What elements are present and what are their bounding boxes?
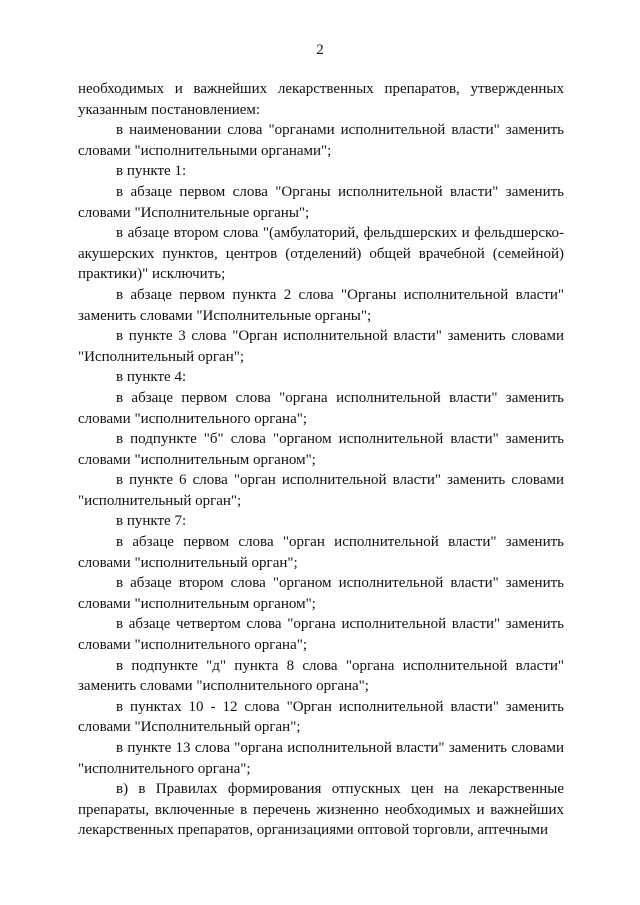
paragraph: необходимых и важнейших лекарственных препаратов, утвержденных указанным постановлением: — [78, 81, 564, 118]
paragraph: в абзаце первом слова "органа исполнительной власти" заменить словами "исполнительного органа"; — [78, 389, 564, 427]
paragraph: в пункте 1: — [116, 163, 187, 180]
paragraph: в пунктах 10 - 12 слова "Орган исполнительной власти" заменить словами "Исполнительный орган"; — [78, 698, 564, 736]
paragraph: в наименовании слова "органами исполнительной власти" заменить словами "исполнительными органами"; — [78, 122, 564, 159]
paragraph: в пункте 3 слова "Орган исполнительной власти" заменить словами "Исполнительный орган"; — [78, 328, 564, 365]
paragraph: в) в Правилах формирования отпускных цен на лекарственные препараты, включенные в перечень жизненно необходимых и важнейших лекарственных препаратов, организациями оптовой торговли, аптечными — [78, 781, 564, 839]
paragraph: в пункте 6 слова "орган исполнительной власти" заменить словами "исполнительный орган"; — [78, 472, 564, 509]
paragraph: в абзаце втором слова "органом исполнительной власти" заменить словами "исполнительным органом"; — [78, 575, 564, 612]
paragraph: в абзаце первом слова "Органы исполнительной власти" заменить словами "Исполнительные органы"; — [78, 183, 564, 221]
paragraph: в абзаце втором слова "(амбулаторий, фельдшерских и фельдшерско-акушерских пунктов, центров (отделений) общей врачебной (семейной) практики)" исключить; — [78, 225, 564, 283]
paragraph: в пункте 7: — [116, 513, 187, 530]
document-body — [78, 79, 564, 841]
paragraph: в пункте 4: — [116, 369, 187, 386]
paragraph: в пункте 13 слова "органа исполнительной власти" заменить словами "исполнительного органа"; — [78, 740, 564, 777]
page-number: 2 — [316, 42, 324, 58]
paragraph: в абзаце первом пункта 2 слова "Органы исполнительной власти" заменить словами "Исполнительные органы"; — [78, 286, 564, 324]
paragraph: в абзаце первом слова "орган исполнительной власти" заменить словами "исполнительный орган"; — [78, 534, 564, 571]
paragraph: в подпункте "д" пункта 8 слова "органа исполнительной власти" заменить словами "исполнительного органа"; — [78, 657, 564, 695]
paragraph: в подпункте "б" слова "органом исполнительной власти" заменить словами "исполнительным органом"; — [78, 431, 564, 468]
paragraph: в абзаце четвертом слова "органа исполнительной власти" заменить словами "исполнительного органа"; — [78, 616, 564, 654]
